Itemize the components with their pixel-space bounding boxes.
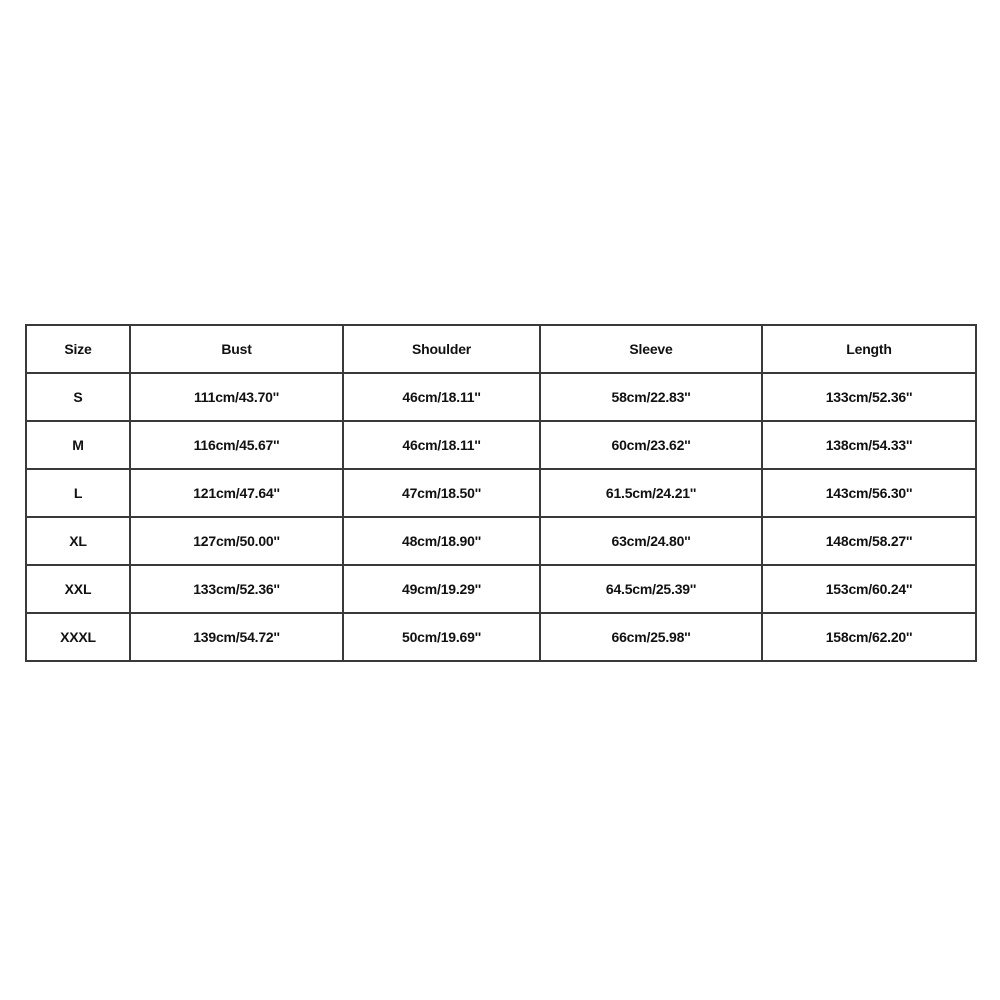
header-size: Size — [26, 325, 130, 373]
header-length: Length — [762, 325, 976, 373]
length-cell: 153cm/60.24'' — [762, 565, 976, 613]
shoulder-cell: 50cm/19.69'' — [343, 613, 540, 661]
length-cell: 143cm/56.30'' — [762, 469, 976, 517]
length-cell: 148cm/58.27'' — [762, 517, 976, 565]
table-row — [26, 565, 976, 613]
shoulder-cell: 48cm/18.90'' — [343, 517, 540, 565]
sleeve-cell: 60cm/23.62'' — [540, 421, 762, 469]
size-cell: XXL — [26, 565, 130, 613]
sleeve-cell: 61.5cm/24.21'' — [540, 469, 762, 517]
shoulder-cell: 47cm/18.50'' — [343, 469, 540, 517]
bust-cell: 139cm/54.72'' — [130, 613, 343, 661]
shoulder-cell: 49cm/19.29'' — [343, 565, 540, 613]
bust-cell: 111cm/43.70'' — [130, 373, 343, 421]
sleeve-cell: 66cm/25.98'' — [540, 613, 762, 661]
bust-cell: 121cm/47.64'' — [130, 469, 343, 517]
size-chart-body — [26, 373, 976, 661]
sleeve-cell: 58cm/22.83'' — [540, 373, 762, 421]
bust-cell: 127cm/50.00'' — [130, 517, 343, 565]
size-cell: XL — [26, 517, 130, 565]
size-chart-header — [26, 325, 976, 373]
size-chart-table — [25, 324, 977, 662]
table-row — [26, 421, 976, 469]
table-row — [26, 469, 976, 517]
table-row — [26, 373, 976, 421]
table-row — [26, 517, 976, 565]
length-cell: 133cm/52.36'' — [762, 373, 976, 421]
header-shoulder: Shoulder — [343, 325, 540, 373]
bust-cell: 116cm/45.67'' — [130, 421, 343, 469]
bust-cell: 133cm/52.36'' — [130, 565, 343, 613]
size-cell: L — [26, 469, 130, 517]
size-cell: M — [26, 421, 130, 469]
header-row — [26, 325, 976, 373]
size-cell: S — [26, 373, 130, 421]
sleeve-cell: 64.5cm/25.39'' — [540, 565, 762, 613]
table-row — [26, 613, 976, 661]
length-cell: 158cm/62.20'' — [762, 613, 976, 661]
length-cell: 138cm/54.33'' — [762, 421, 976, 469]
shoulder-cell: 46cm/18.11'' — [343, 373, 540, 421]
shoulder-cell: 46cm/18.11'' — [343, 421, 540, 469]
size-cell: XXXL — [26, 613, 130, 661]
sleeve-cell: 63cm/24.80'' — [540, 517, 762, 565]
header-sleeve: Sleeve — [540, 325, 762, 373]
header-bust: Bust — [130, 325, 343, 373]
